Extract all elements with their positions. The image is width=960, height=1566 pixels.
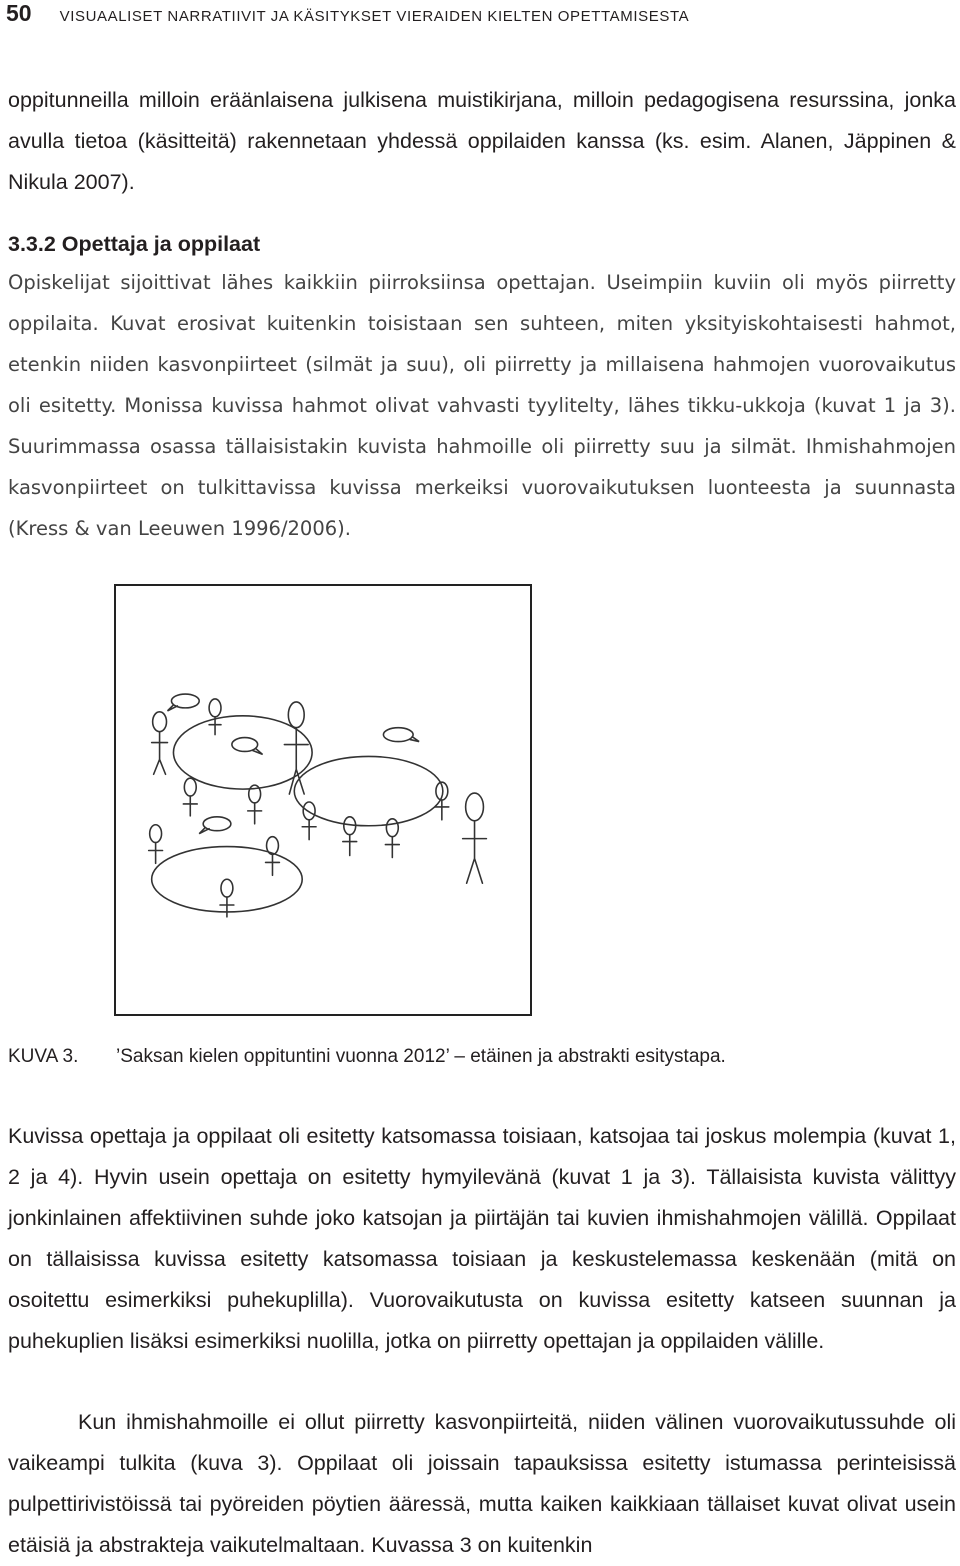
section-heading: 3.3.2 Opettaja ja oppilaat xyxy=(8,232,261,256)
speech-bubble xyxy=(199,817,231,834)
stick-figure xyxy=(266,837,280,876)
caption-text: ’Saksan kielen oppituntini vuonna 2012’ – etäinen ja abstrakti esitystapa. xyxy=(116,1046,726,1067)
table-ellipse xyxy=(294,756,443,825)
stick-figure xyxy=(463,793,487,883)
running-title: VISUAALISET NARRATIIVIT JA KÄSITYKSET VIERAIDEN KIELTEN OPETTAMISESTA xyxy=(59,8,690,25)
caption-label: KUVA 3. xyxy=(8,1046,79,1067)
figure-drawing xyxy=(114,584,532,1016)
stick-figure xyxy=(149,825,163,864)
stick-figure xyxy=(152,712,168,774)
stick-figure xyxy=(248,785,262,824)
page-header xyxy=(6,0,689,30)
stick-figure xyxy=(343,817,357,856)
page-number: 50 xyxy=(6,0,32,26)
stick-figure xyxy=(302,802,316,840)
table-ellipse xyxy=(173,716,312,789)
figure-caption xyxy=(8,1040,726,1074)
speech-bubble xyxy=(383,728,419,742)
stick-figure xyxy=(183,778,197,816)
body-paragraph-1: oppitunneilla milloin eräänlaisena julkisena muistikirjana, milloin pedagogisena resurssina, jonka avulla tietoa (käsitteitä) rakennetaan yhdessä oppilaiden kanssa (ks. esim. Alanen, Jäppinen & Nikula 2007). xyxy=(8,88,956,194)
body-paragraph-2: Opiskelijat sijoittivat lähes kaikkiin piirroksiinsa opettajan. Useimpiin kuviin oli myös piirretty oppilaita. Kuvat erosivat kuitenkin toisistaan sen suhteen, miten yksityiskohtaisesti hahmot, etenkin niiden kasvonpiirteet (silmät ja suu), oli piirretty ja millaisena hahmojen vuorovaikutus oli esitetty. Monissa kuvissa hahmot olivat vahvasti tyylitelty, lähes tikku-ukkoja (kuvat 1 ja 3). Suurimmassa osassa tällaisistakin kuvista hahmoille oli piirretty suu ja silmät. Ihmishahmojen kasvonpiirteet on tulkittavissa kuvissa merkeiksi vuorovaikutuksen luonteesta ja suunnasta (Kress & van Leeuwen 1996/2006). xyxy=(8,271,956,540)
speech-bubble xyxy=(232,738,263,755)
classroom-sketch xyxy=(116,586,530,1014)
stick-figure xyxy=(209,699,221,735)
body-paragraph-3: Kuvissa opettaja ja oppilaat oli esitetty katsomassa toisiaan, katsojaa tai joskus molempia (kuvat 1, 2 ja 4). Hyvin usein opettaja on esitetty hymyilevänä (kuvat 1 ja 3). Tällaisista kuvista välittyy jonkinlainen affektiivinen suhde joko katsojan ja piirtäjän tai kuvien ihmishahmojen välillä. Oppilaat on tällaisissa kuvissa esitetty katsomassa toisiaan ja keskustelemassa keskenään (mitä on osoitettu esimerkiksi puhekuplilla). Vuorovaikutusta on kuvissa esitetty katseen suunnan ja puhekuplien lisäksi esimerkiksi nuolilla, jotka on piirretty opettajan ja oppilaiden välille. xyxy=(8,1124,956,1353)
body-paragraph-4: Kun ihmishahmoille ei ollut piirretty kasvonpiirteitä, niiden välinen vuorovaikutussuhde oli vaikeampi tulkita (kuva 3). Oppilaat oli joissain tapauksissa esitetty istumassa perinteisissä pulpettirivistöissä tai pyöreiden pöytien ääressä, mutta kaiken kaikkiaan tällaiset kuvat olivat usein etäisiä ja abstrakteja vaikutelmaltaan. Kuvassa 3 on kuitenkin xyxy=(8,1410,956,1557)
speech-bubble xyxy=(168,694,200,711)
